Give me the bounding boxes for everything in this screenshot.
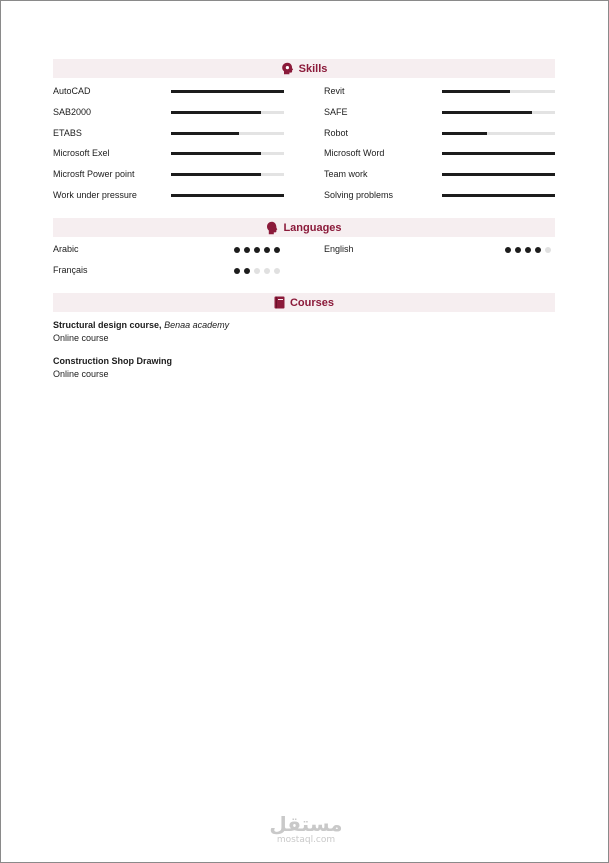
course-item [53, 319, 229, 345]
skill-label: Microsoft Exel [53, 148, 110, 158]
level-dot-empty [274, 268, 280, 274]
skill-bar [171, 152, 284, 155]
skill-bar-fill [442, 90, 510, 93]
speech-head-icon [266, 221, 278, 235]
skill-bar [442, 132, 555, 135]
skill-bar-fill [442, 194, 555, 197]
skill-label: Team work [324, 169, 368, 179]
level-dot-filled [505, 247, 511, 253]
skill-label: Microsft Power point [53, 169, 135, 179]
language-label: English [324, 244, 354, 254]
level-dot-filled [244, 247, 250, 253]
skill-bar [442, 194, 555, 197]
course-organization: Benaa academy [164, 320, 230, 330]
level-dot-filled [244, 268, 250, 274]
watermark-logo [265, 813, 347, 845]
book-icon [274, 296, 285, 309]
skill-label: Work under pressure [53, 190, 137, 200]
skill-bar-fill [442, 152, 555, 155]
language-level-dots [234, 268, 280, 274]
skill-label: Solving problems [324, 190, 394, 200]
course-heading [53, 355, 172, 368]
skill-label: Microsoft Word [324, 148, 385, 158]
course-type: Online course [53, 369, 109, 379]
courses-title: Courses [289, 296, 335, 309]
skill-bar [171, 111, 284, 114]
skill-bar [171, 132, 284, 135]
skills-header [53, 59, 555, 78]
skill-bar-fill [171, 132, 239, 135]
language-label: Arabic [53, 244, 79, 254]
level-dot-filled [264, 247, 270, 253]
skill-bar [171, 173, 284, 176]
skill-bar-fill [442, 132, 487, 135]
skill-label: ETABS [53, 128, 82, 138]
level-dot-filled [535, 247, 541, 253]
skill-bar-fill [442, 173, 555, 176]
level-dot-empty [264, 268, 270, 274]
skill-bar-fill [171, 90, 284, 93]
languages-header [53, 218, 555, 237]
skill-label: SAB2000 [53, 107, 92, 117]
level-dot-empty [254, 268, 260, 274]
language-level-dots [505, 247, 551, 253]
watermark-latin: mostaql.com [276, 835, 336, 845]
skill-bar-fill [171, 194, 284, 197]
skill-label: Robot [324, 128, 349, 138]
skill-bar [171, 90, 284, 93]
skill-bar [442, 173, 555, 176]
skill-bar [171, 194, 284, 197]
level-dot-filled [254, 247, 260, 253]
level-dot-filled [525, 247, 531, 253]
course-item [53, 355, 172, 381]
level-dot-filled [515, 247, 521, 253]
skill-bar-fill [171, 152, 261, 155]
course-title: Structural design course [53, 320, 160, 330]
skills-title: Skills [298, 62, 328, 75]
skill-bar-fill [171, 173, 261, 176]
level-dot-filled [234, 247, 240, 253]
language-label: Français [53, 265, 88, 275]
level-dot-filled [234, 268, 240, 274]
skill-bar-fill [442, 111, 532, 114]
level-dot-empty [545, 247, 551, 253]
course-title: Construction Shop Drawing [53, 356, 172, 366]
skill-label: SAFE [324, 107, 348, 117]
course-type: Online course [53, 333, 109, 343]
skill-bar [442, 152, 555, 155]
skill-bar [442, 111, 555, 114]
language-level-dots [234, 247, 280, 253]
courses-header [53, 293, 555, 312]
course-heading [53, 319, 229, 332]
skill-label: Revit [324, 86, 345, 96]
watermark-arabic: مستقل [269, 812, 343, 836]
head-gear-icon [281, 62, 294, 75]
level-dot-filled [274, 247, 280, 253]
skill-bar [442, 90, 555, 93]
skill-bar-fill [171, 111, 261, 114]
course-separator: , [159, 320, 162, 330]
languages-title: Languages [283, 221, 342, 234]
skill-label: AutoCAD [53, 86, 91, 96]
